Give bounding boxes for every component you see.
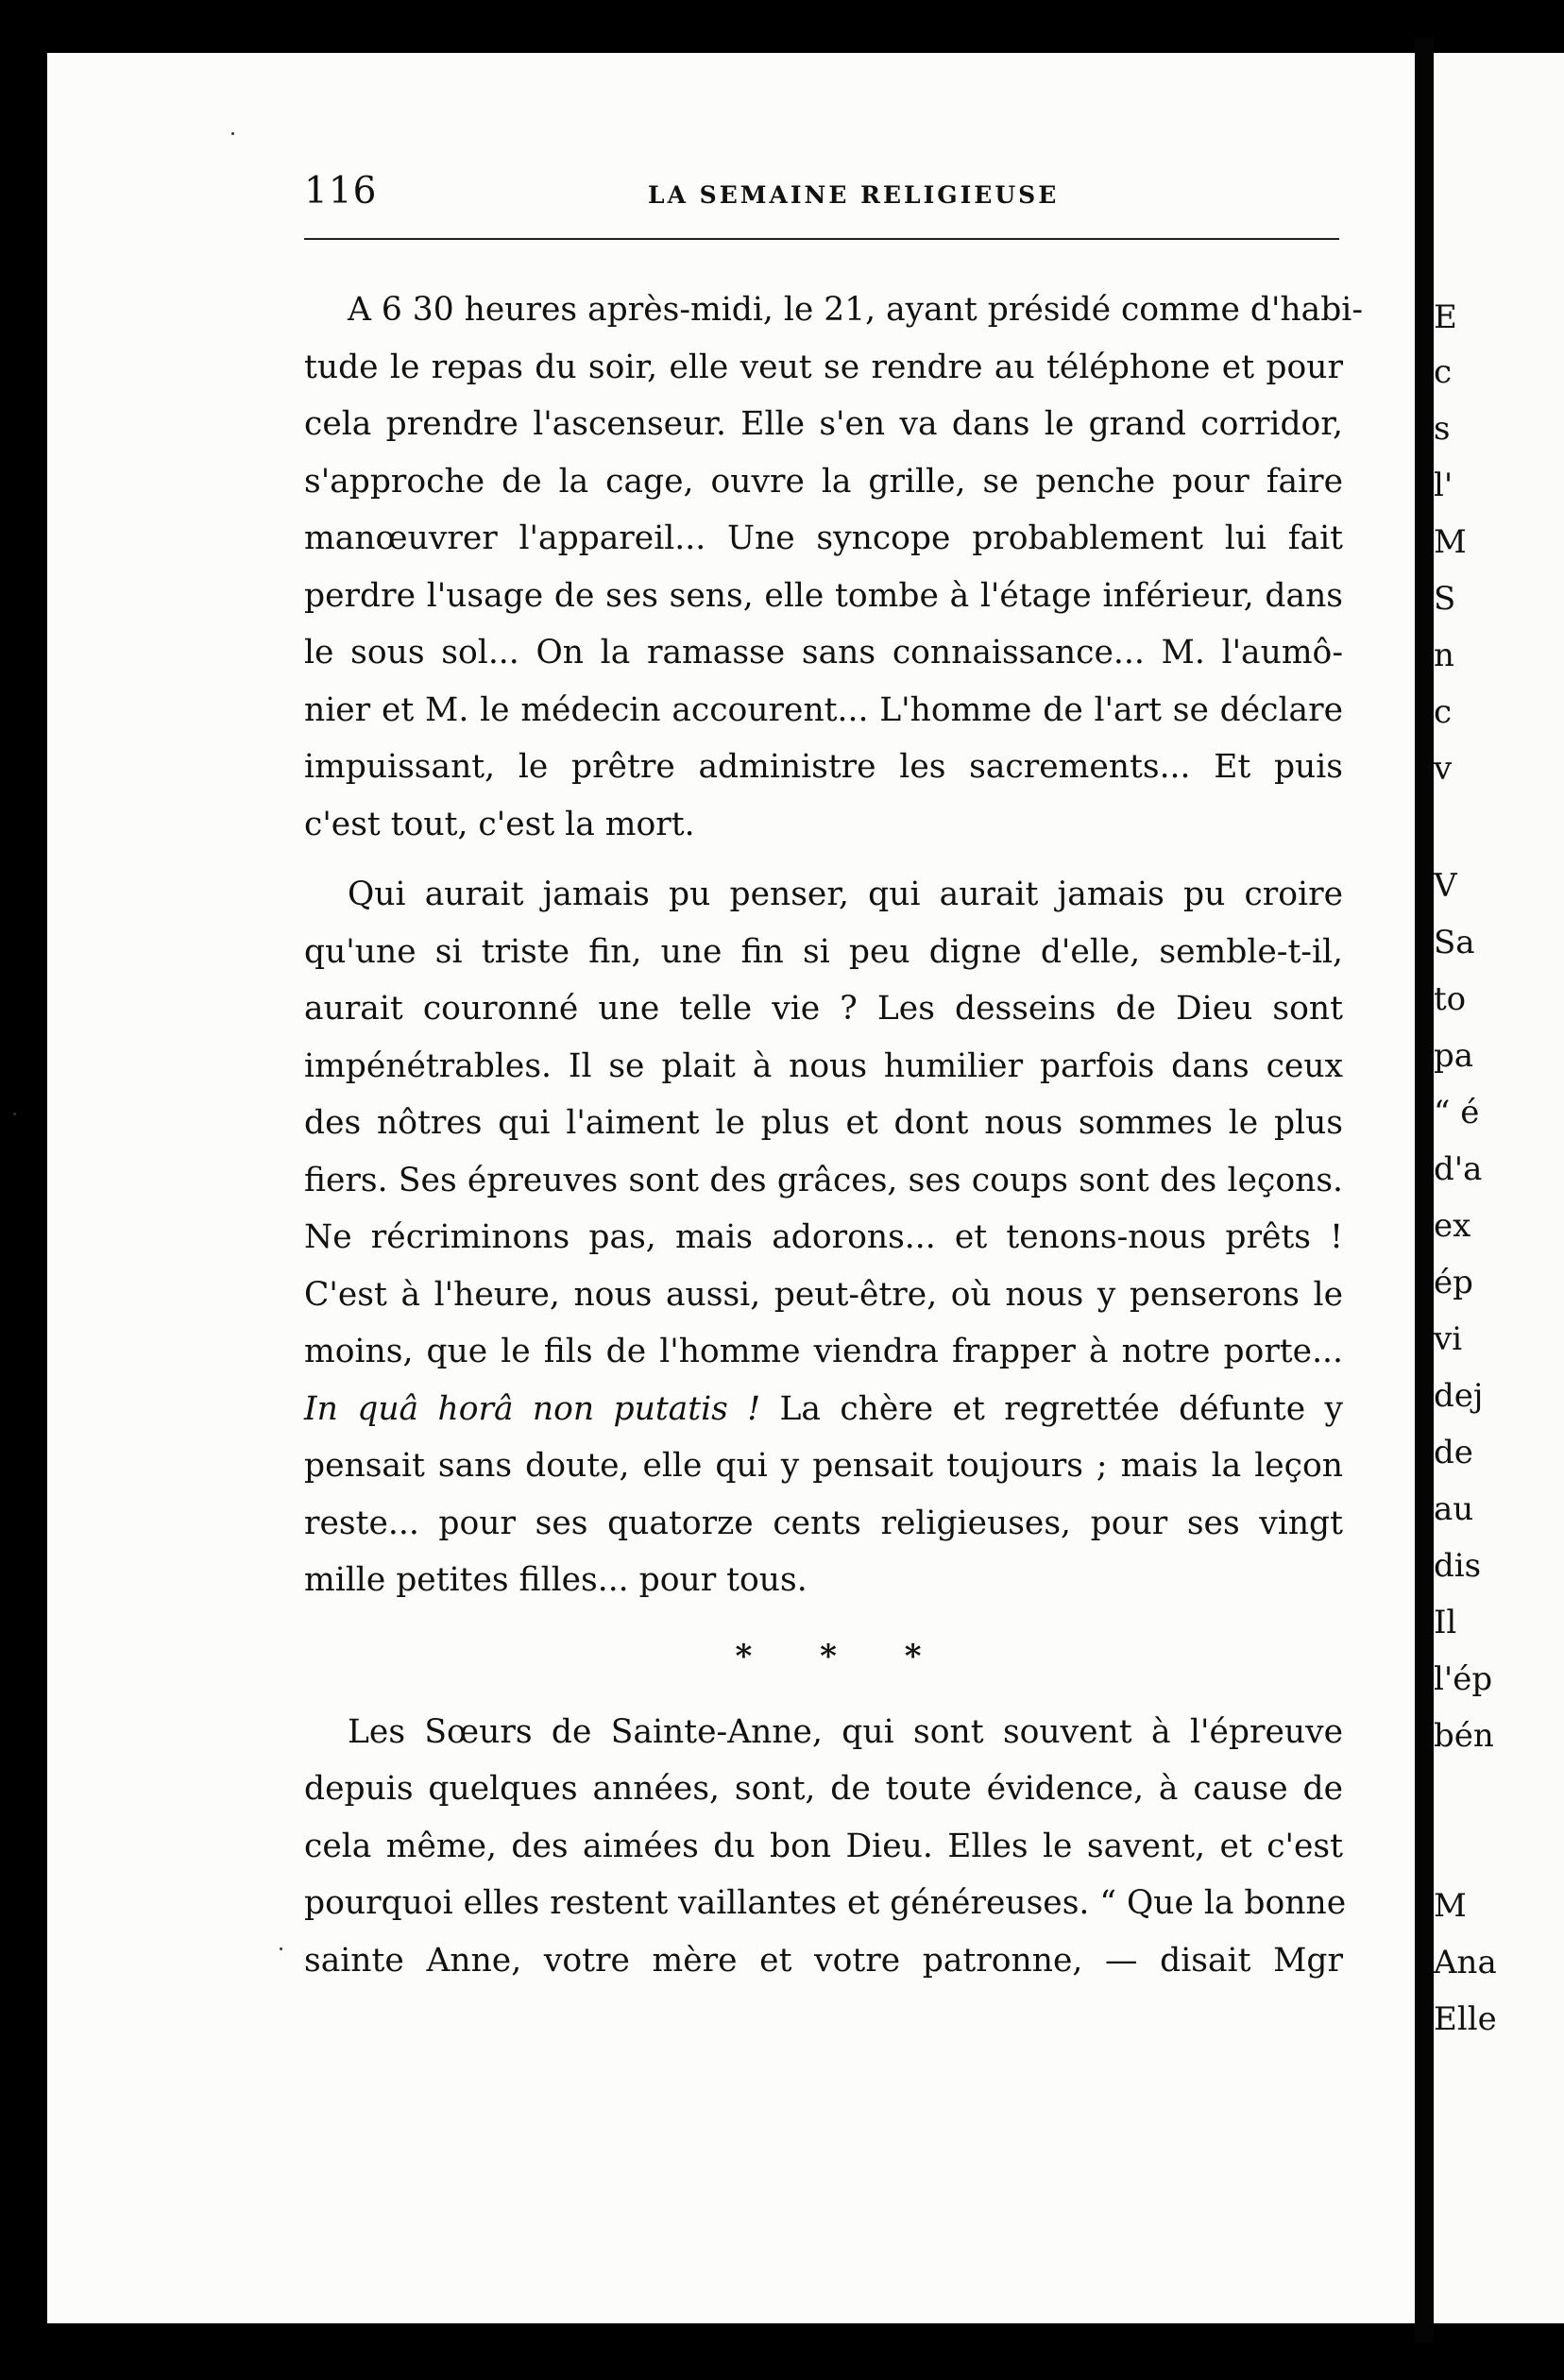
text-line: moins, que le fils de l'homme viendra frapper à notre porte... xyxy=(304,1333,1343,1370)
text-line: A 6 30 heures après-midi, le 21, ayant présidé comme d'habi- xyxy=(348,291,1363,329)
text-line: manœuvrer l'appareil... Une syncope probablement lui fait xyxy=(304,519,1343,557)
text-line: impuissant, le prêtre administre les sacrements... Et puis xyxy=(304,748,1343,786)
next-page-fragment: to xyxy=(1434,980,1467,1018)
page-number: 116 xyxy=(304,170,378,212)
text-line: nier et M. le médecin accourent... L'homme de l'art se déclare xyxy=(304,690,1343,729)
scan-top-border xyxy=(0,0,1564,55)
text-line: sainte Anne, votre mère et votre patronne, — disait Mgr xyxy=(304,1941,1343,1980)
next-page-fragment: V xyxy=(1434,867,1457,905)
text-line xyxy=(304,1381,1343,1438)
text-line: depuis quelques années, sont, de toute évidence, à cause de xyxy=(304,1770,1343,1808)
next-page-fragment: bén xyxy=(1434,1717,1494,1755)
next-page-fragment: vi xyxy=(1434,1320,1463,1358)
next-page-fragment: c xyxy=(1434,693,1453,731)
latin-quote: In quâ horâ non putatis ! xyxy=(304,1389,761,1428)
next-page-fragment: M xyxy=(1434,1887,1467,1925)
scan-speck xyxy=(13,1113,16,1115)
text-line: cela même, des aimées du bon Dieu. Elles le savent, et c'est xyxy=(304,1827,1343,1865)
page-header xyxy=(304,170,1343,227)
next-page-fragment: n xyxy=(1434,637,1454,674)
paragraph xyxy=(304,281,1363,853)
body-text xyxy=(304,281,1363,1989)
next-page-fragment: ex xyxy=(1434,1207,1471,1245)
running-head: LA SEMAINE RELIGIEUSE xyxy=(648,181,1060,209)
next-page-fragment: E xyxy=(1434,298,1457,336)
next-page-fragment: v xyxy=(1434,750,1453,788)
section-separator: * * * xyxy=(735,1637,950,1675)
next-page-fragment: au xyxy=(1434,1490,1474,1528)
scan-speck xyxy=(231,132,234,135)
next-page-fragment: dej xyxy=(1434,1377,1484,1415)
next-page-fragment: pa xyxy=(1434,1037,1474,1075)
text-line: C'est à l'heure, nous aussi, peut-être, où nous y penserons le xyxy=(304,1275,1343,1314)
text-line: tude le repas du soir, elle veut se rendre au téléphone et pour xyxy=(304,348,1343,386)
text-line: fiers. Ses épreuves sont des grâces, ses coups sont des leçons. xyxy=(304,1161,1343,1199)
text-line: cela prendre l'ascenseur. Elle s'en va dans le grand corridor, xyxy=(304,405,1343,443)
next-page-fragment: s xyxy=(1434,410,1451,448)
header-rule xyxy=(304,238,1339,240)
next-page-fragment: l' xyxy=(1434,467,1454,504)
next-page-fragment: de xyxy=(1434,1434,1473,1471)
text-line: Ne récriminons pas, mais adorons... et tenons-nous prêts ! xyxy=(304,1218,1343,1256)
text-line: s'approche de la cage, ouvre la grille, se penche pour faire xyxy=(304,462,1343,501)
paragraph xyxy=(304,866,1343,1609)
text-line: pensait sans doute, elle qui y pensait toujours ; mais la leçon xyxy=(304,1447,1343,1485)
text-line: le sous sol... On la ramasse sans connaissance... M. l'aumô- xyxy=(304,634,1343,672)
next-page-fragment: dis xyxy=(1434,1547,1482,1585)
next-page-fragment: ép xyxy=(1434,1264,1473,1301)
next-page-fragment: Sa xyxy=(1434,924,1475,961)
next-page-fragment: Elle xyxy=(1434,2000,1497,2038)
text-line: c'est tout, c'est la mort. xyxy=(304,805,695,843)
text-line: aurait couronné une telle vie ? Les desseins de Dieu sont xyxy=(304,990,1343,1028)
text-line: Les Sœurs de Sainte-Anne, qui sont souvent à l'épreuve xyxy=(348,1712,1343,1751)
next-page-fragment: l'ép xyxy=(1434,1660,1493,1698)
text-line: pourquoi elles restent vaillantes et généreuses. “ Que la bonne xyxy=(304,1884,1347,1922)
text-line: reste... pour ses quatorze cents religieuses, pour ses vingt xyxy=(304,1504,1343,1542)
text-line: impénétrables. Il se plait à nous humilier parfois dans ceux xyxy=(304,1046,1343,1085)
text-line: mille petites filles... pour tous. xyxy=(304,1561,808,1599)
next-page-fragment: “ é xyxy=(1434,1094,1480,1131)
paragraph xyxy=(304,1704,1347,1990)
next-page-fragment: S xyxy=(1434,580,1456,618)
next-page-fragment: Ana xyxy=(1434,1944,1497,1981)
text-line: des nôtres qui l'aiment le plus et dont nous sommes le plus xyxy=(304,1104,1343,1142)
book-gutter xyxy=(1415,38,1434,2342)
next-page-fragment: d'a xyxy=(1434,1150,1483,1188)
next-page-fragment: M xyxy=(1434,523,1467,561)
text-line: Qui aurait jamais pu penser, qui aurait jamais pu croire xyxy=(348,876,1343,913)
adjacent-page xyxy=(1434,53,1564,2323)
text-line: perdre l'usage de ses sens, elle tombe à l'étage inférieur, dans xyxy=(304,576,1343,615)
next-page-fragment: c xyxy=(1434,353,1453,391)
next-page-fragment: Il xyxy=(1434,1604,1457,1641)
scan-speck xyxy=(280,1947,282,1950)
text-line: qu'une si triste fin, une fin si peu digne d'elle, semble-t-il, xyxy=(304,932,1343,971)
text-run: La chère et regrettée défunte y xyxy=(760,1389,1343,1428)
